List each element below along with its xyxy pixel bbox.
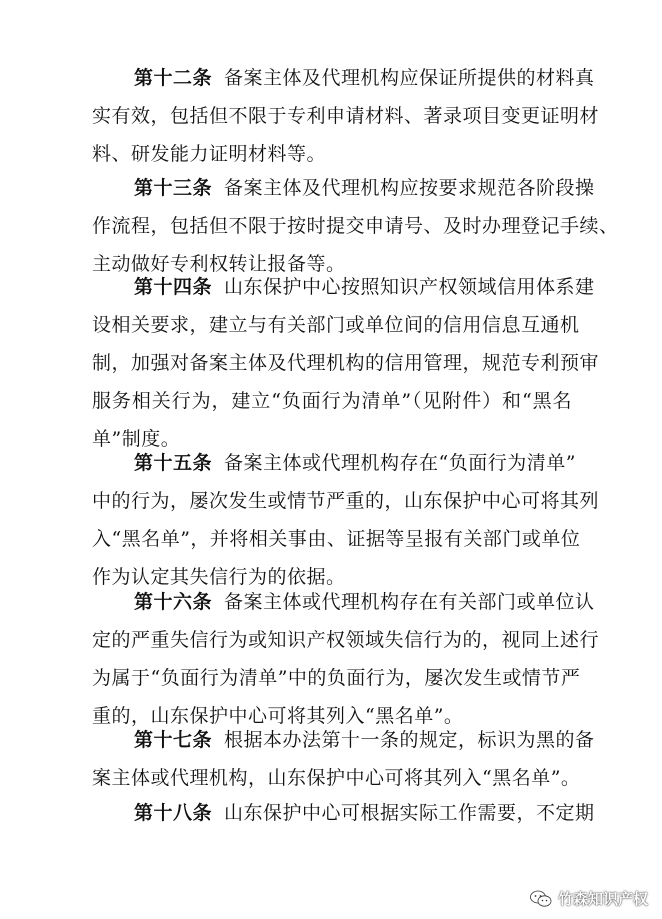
article-heading: 第十三条 — [134, 177, 213, 199]
article-line: 为属于“负面行为清单”中的负面行为，屡次发生或情节严 — [92, 667, 581, 689]
article-heading: 第十五条 — [134, 452, 213, 474]
article-line: 单”制度。 — [92, 428, 181, 450]
article-heading: 第十八条 — [134, 802, 213, 824]
article-line — [92, 268, 595, 306]
article-line — [92, 59, 595, 97]
article-line: 入“黑名单”，并将相关事由、证据等呈报有关部门或单位 — [92, 528, 581, 550]
article-line: 主动做好专利权转让报备等。 — [92, 253, 346, 275]
article-line — [92, 794, 595, 832]
article-text: 备案主体及代理机构应按要求规范各阶段操 — [224, 177, 595, 199]
article-line — [92, 721, 595, 759]
article-13 — [92, 169, 619, 283]
article-14 — [92, 268, 600, 458]
article-line: 重的，山东保护中心可将其列入“黑名单”。 — [92, 705, 464, 727]
article-text: 山东保护中心按照知识产权领域信用体系建 — [224, 276, 595, 298]
article-line: 实有效，包括但不限于专利申请材料、著录项目变更证明材 — [92, 105, 600, 127]
article-line: 料、研发能力证明材料等。 — [92, 143, 327, 165]
article-text: 根据本办法第十一条的规定，标识为黑的备 — [224, 729, 595, 751]
article-line — [92, 444, 576, 482]
watermark — [530, 888, 648, 909]
article-15 — [92, 444, 600, 596]
article-line: 服务相关行为，建立“负面行为清单”（见附件）和“黑名 — [92, 390, 572, 412]
article-text: 备案主体或代理机构存在“负面行为清单” — [224, 452, 576, 474]
article-line: 定的严重失信行为或知识产权领域失信行为的，视同上述行 — [92, 629, 600, 651]
article-18 — [92, 794, 595, 832]
article-line: 中的行为，屡次发生或情节严重的，山东保护中心可将其列 — [92, 490, 600, 512]
article-line — [92, 583, 595, 621]
article-17 — [92, 721, 595, 797]
article-text: 山东保护中心可根据实际工作需要，不定期 — [224, 802, 595, 824]
article-heading: 第十四条 — [134, 276, 213, 298]
article-line: 作流程，包括但不限于按时提交申请号、及时办理登记手续、 — [92, 215, 619, 237]
article-line: 制，加强对备案主体及代理机构的信用管理，规范专利预审 — [92, 352, 600, 374]
wechat-icon — [530, 890, 552, 908]
article-12 — [92, 59, 600, 173]
article-line: 案主体或代理机构，山东保护中心可将其列入“黑名单”。 — [92, 767, 581, 789]
watermark-text: 竹森知识产权 — [557, 890, 648, 908]
article-line — [92, 169, 595, 207]
article-text: 备案主体或代理机构存在有关部门或单位认 — [224, 591, 595, 613]
article-text: 备案主体及代理机构应保证所提供的材料真 — [224, 67, 595, 89]
article-heading: 第十六条 — [134, 591, 213, 613]
article-heading: 第十七条 — [134, 729, 213, 751]
article-line: 作为认定其失信行为的依据。 — [92, 566, 346, 588]
article-line: 设相关要求，建立与有关部门或单位间的信用信息互通机 — [92, 314, 580, 336]
article-16 — [92, 583, 600, 735]
article-heading: 第十二条 — [134, 67, 213, 89]
